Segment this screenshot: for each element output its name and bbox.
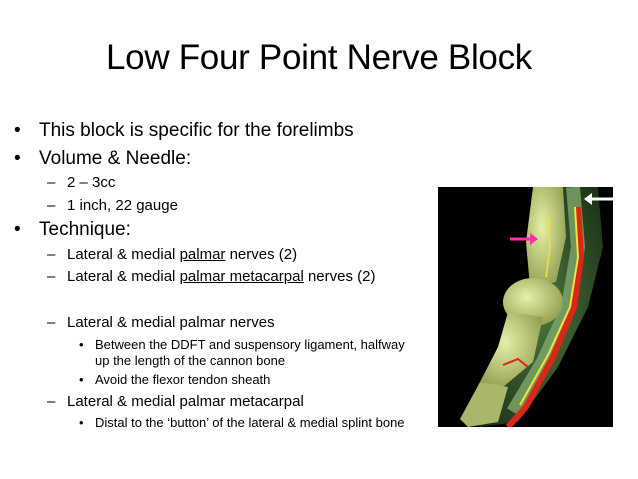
palmar-nerves-heading: Lateral & medial palmar nerves [67,314,275,331]
technique-text: Lateral & medial [67,246,180,263]
limb-illustration [438,187,613,427]
dash-marker: – [47,246,56,263]
bullet-technique: Technique: [39,219,131,240]
bullet-forelimbs: This block is specific for the forelimbs [39,120,354,141]
technique-palmar-metacarpal-nerves [67,268,375,285]
underlined-term: palmar metacarpal [179,268,304,285]
anatomy-image [438,187,613,427]
bullet-marker: • [79,415,84,430]
dash-marker: – [47,174,56,191]
palmar-metacarpal-heading: Lateral & medial palmar metacarpal [67,393,304,410]
dash-marker: – [47,268,56,285]
bullet-marker: • [14,219,21,240]
dash-marker: – [47,393,56,410]
bullet-marker: • [14,148,21,169]
slide-title: Low Four Point Nerve Block [106,38,532,77]
palmar-nerves-caution: Avoid the flexor tendon sheath [95,372,271,387]
dash-marker: – [47,314,56,331]
bullet-marker: • [14,120,21,141]
underlined-term: palmar [179,246,226,263]
bullet-marker: • [79,372,84,387]
needle-value: 1 inch, 22 gauge [67,197,178,214]
technique-palmar-nerves [67,246,297,263]
palmar-nerves-location: Between the DDFT and suspensory ligament, halfway up the length of the cannon bone [95,337,405,368]
bullet-marker: • [79,337,84,352]
technique-text: nerves (2) [303,268,376,285]
technique-text: nerves (2) [225,246,298,263]
dash-marker: – [47,197,56,214]
volume-value: 2 – 3cc [67,174,116,191]
technique-text: Lateral & medial [67,268,180,285]
bullet-volume-needle: Volume & Needle: [39,148,192,169]
palmar-metacarpal-location: Distal to the ‘button’ of the lateral & medial splint bone [95,415,405,430]
